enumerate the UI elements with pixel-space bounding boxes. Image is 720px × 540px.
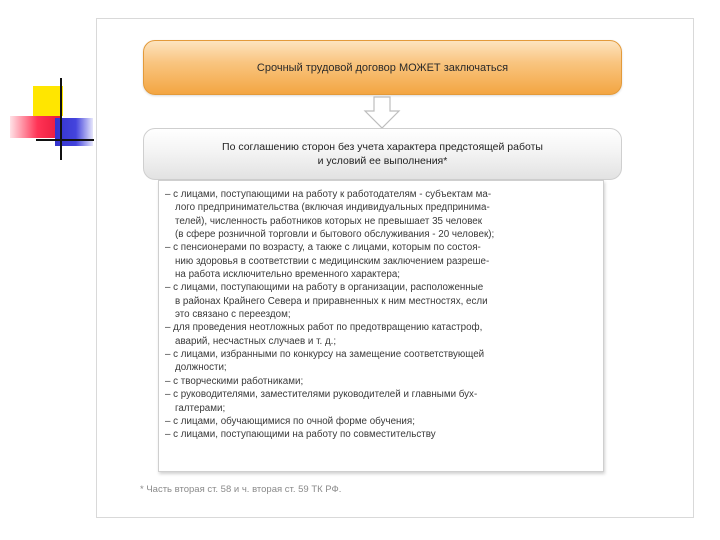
list-line: – с лицами, избранными по конкурсу на замещение соответствующей	[165, 349, 485, 361]
cases-list	[165, 188, 599, 442]
list-line: галтерами;	[175, 402, 226, 414]
list-line: (в сфере розничной торговли и бытового обслуживания - 20 человек);	[175, 229, 495, 241]
list-line: телей), численность работников которых не превышает 35 человек	[175, 215, 483, 227]
list-line: на работа исключительно временного характера;	[175, 269, 401, 281]
header-box	[143, 40, 622, 95]
emblem-vertical-line	[60, 78, 62, 160]
list-line: лого предпринимательства (включая индивидуальных предпринима-	[175, 202, 490, 214]
list-line: – с лицами, поступающими на работу к работодателям - субъектам ма-	[165, 189, 492, 200]
header-text: Срочный трудовой договор МОЖЕТ заключаться	[256, 61, 509, 74]
list-line: – с пенсионерами по возрасту, а также с лицами, которым по состоя-	[165, 242, 481, 254]
list-line: – с творческими работниками;	[165, 375, 304, 387]
list-line: нию здоровья в соответствии с медицинским заключением разреше-	[175, 255, 490, 267]
emblem-horizontal-line	[36, 139, 94, 141]
condition-box	[143, 128, 622, 180]
corner-emblem-icon	[0, 0, 100, 170]
cases-list-box	[158, 180, 604, 472]
list-line: это связано с переездом;	[175, 309, 291, 321]
list-line: – с руководителями, заместителями руководителей и главными бух-	[165, 389, 478, 401]
condition-line-2: и условий ее выполнения*	[317, 155, 448, 167]
list-line: в районах Крайнего Севера и приравненных к ним местностях, если	[175, 295, 488, 307]
list-line: – с лицами, обучающимися по очной форме обучения;	[165, 415, 415, 427]
emblem-red-bar	[10, 116, 60, 138]
footnote: * Часть вторая ст. 58 и ч. вторая ст. 59 ТК РФ.	[140, 484, 342, 495]
emblem-yellow-square	[33, 86, 63, 116]
down-arrow-icon	[361, 96, 403, 130]
list-line: должности;	[175, 362, 227, 374]
condition-line-1: По соглашению сторон без учета характера предстоящей работы	[222, 141, 543, 153]
list-line: – для проведения неотложных работ по предотвращению катастроф,	[165, 322, 483, 334]
list-line: – с лицами, поступающими на работу по совместительству	[165, 429, 436, 441]
list-line: аварий, несчастных случаев и т. д.;	[175, 335, 337, 347]
list-line: – с лицами, поступающими на работу в организации, расположенные	[165, 282, 484, 294]
